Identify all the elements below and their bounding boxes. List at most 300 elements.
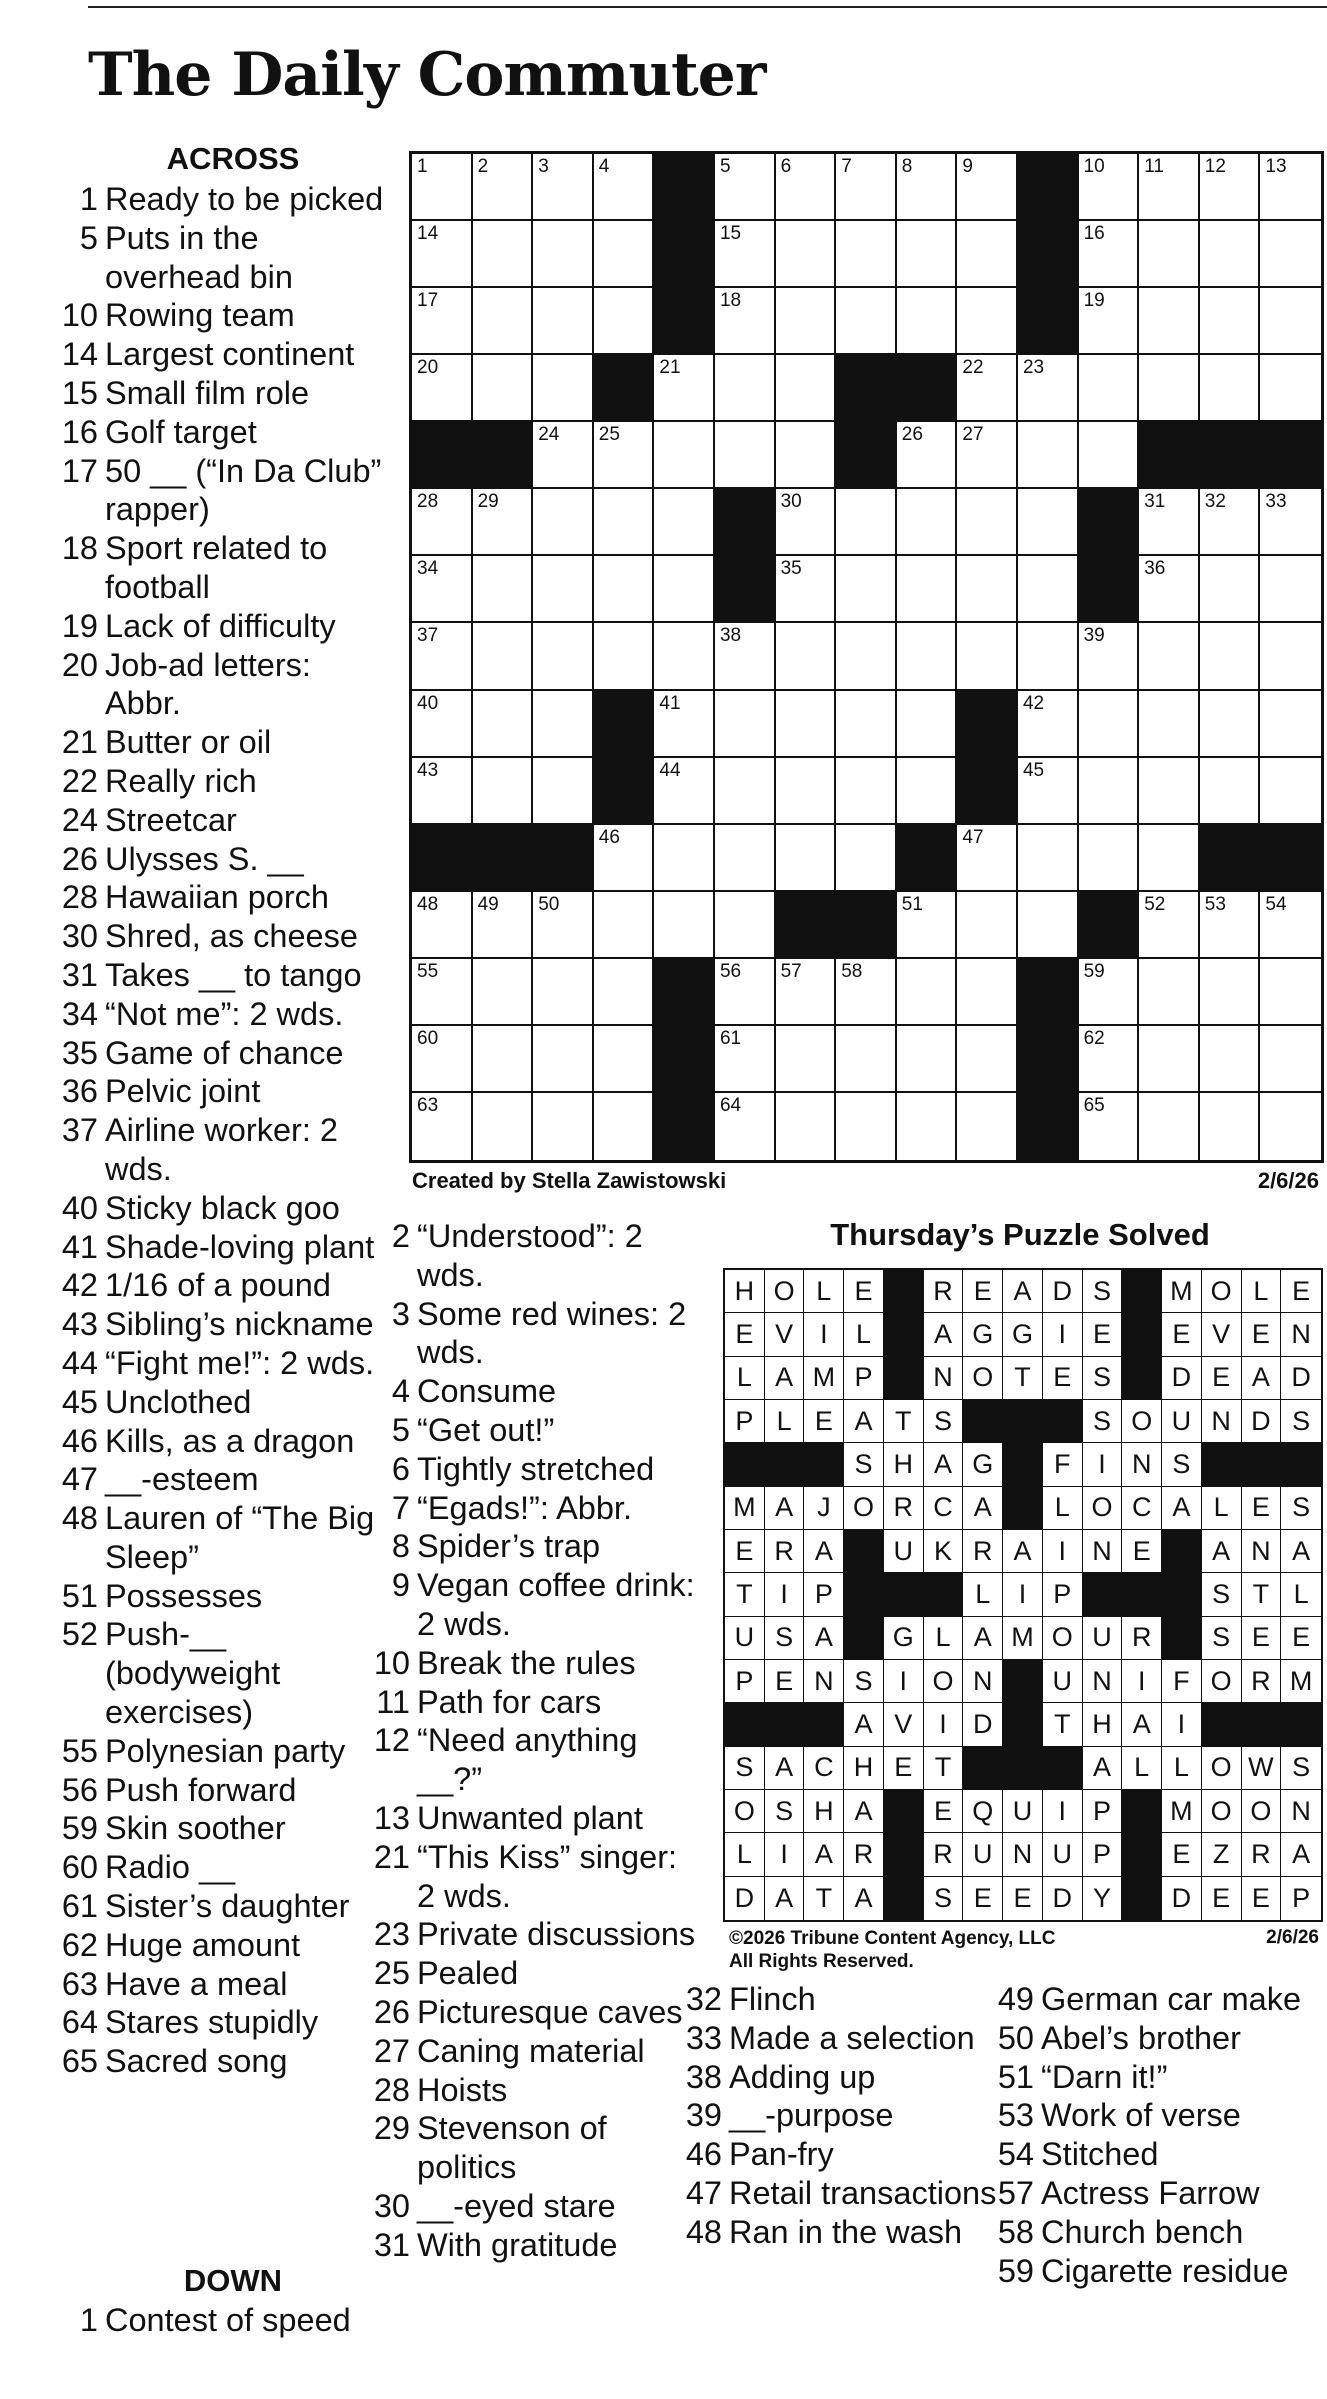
grid-cell[interactable] [1200, 1026, 1261, 1093]
grid-cell[interactable] [594, 221, 655, 288]
grid-cell[interactable] [1018, 623, 1079, 690]
solution-letter: A [924, 1313, 964, 1356]
clue-text: Abel’s brother [1041, 2019, 1241, 2056]
grid-cell[interactable] [715, 1093, 776, 1160]
grid-cell[interactable] [715, 1026, 776, 1093]
grid-cell[interactable] [1079, 758, 1140, 825]
solution-letter: O [844, 1487, 884, 1530]
grid-cell[interactable] [897, 489, 958, 556]
solution-letter: R [924, 1270, 964, 1313]
grid-cell[interactable] [1139, 623, 1200, 690]
black-square [1079, 556, 1140, 623]
grid-cell[interactable] [654, 422, 715, 489]
grid-cell[interactable] [412, 355, 473, 422]
grid-cell[interactable] [533, 1093, 594, 1160]
grid-cell[interactable] [1139, 892, 1200, 959]
grid-cell[interactable] [897, 1026, 958, 1093]
solution-letter: C [1122, 1487, 1162, 1530]
grid-cell[interactable] [836, 959, 897, 1026]
grid-cell[interactable] [957, 1026, 1018, 1093]
solution-black-square [963, 1400, 1003, 1443]
solution-letter: N [1281, 1790, 1321, 1833]
grid-cell[interactable] [412, 959, 473, 1026]
grid-cell[interactable] [1139, 825, 1200, 892]
clue-text: Retail transactions [729, 2174, 997, 2211]
grid-cell[interactable] [1079, 825, 1140, 892]
grid-cell[interactable] [1260, 623, 1321, 690]
grid-cell[interactable] [715, 892, 776, 959]
solution-letter: L [765, 1400, 805, 1443]
grid-cell[interactable] [836, 556, 897, 623]
solution-letter: V [884, 1703, 924, 1746]
grid-cell[interactable] [1079, 154, 1140, 221]
grid-cell[interactable] [897, 288, 958, 355]
solution-letter: O [1202, 1270, 1242, 1313]
grid-cell[interactable] [1139, 154, 1200, 221]
grid-cell[interactable] [1139, 1026, 1200, 1093]
clue-item [56, 529, 386, 607]
grid-cell[interactable] [776, 221, 837, 288]
solution-letter: N [924, 1357, 964, 1400]
grid-cell[interactable] [1260, 355, 1321, 422]
solution-black-square [725, 1703, 765, 1746]
solution-black-square [1122, 1573, 1162, 1616]
grid-cell[interactable] [897, 1093, 958, 1160]
cell-number: 13 [1265, 156, 1287, 177]
grid-cell[interactable] [1200, 691, 1261, 758]
grid-cell[interactable] [594, 556, 655, 623]
grid-cell[interactable] [473, 154, 534, 221]
grid-cell[interactable] [533, 154, 594, 221]
grid-cell[interactable] [654, 825, 715, 892]
cell-number: 41 [659, 692, 681, 714]
clue-item [680, 2058, 1005, 2097]
grid-cell[interactable] [715, 623, 776, 690]
grid-cell[interactable] [1139, 959, 1200, 1026]
solution-letter: D [1281, 1357, 1321, 1400]
grid-cell[interactable] [957, 489, 1018, 556]
grid-cell[interactable] [957, 556, 1018, 623]
down-clue-list-1 [56, 2301, 386, 2340]
grid-cell[interactable] [1200, 556, 1261, 623]
grid-cell[interactable] [776, 691, 837, 758]
solution-letter: D [1043, 1877, 1083, 1920]
grid-cell[interactable] [715, 288, 776, 355]
grid-cell[interactable] [412, 154, 473, 221]
clue-text: Path for cars [417, 1683, 602, 1720]
crossword-grid[interactable] [409, 151, 1324, 1163]
grid-cell[interactable] [1139, 556, 1200, 623]
clue-item [368, 1372, 698, 1411]
grid-cell[interactable] [776, 288, 837, 355]
grid-cell[interactable] [1260, 154, 1321, 221]
grid-cell[interactable] [594, 1026, 655, 1093]
clue-text: Pan-fry [729, 2136, 834, 2173]
grid-cell[interactable] [776, 623, 837, 690]
grid-cell[interactable] [533, 691, 594, 758]
grid-cell[interactable] [1018, 355, 1079, 422]
grid-cell[interactable] [1079, 1093, 1140, 1160]
solution-black-square [765, 1703, 805, 1746]
grid-cell[interactable] [715, 959, 776, 1026]
grid-cell[interactable] [715, 221, 776, 288]
grid-cell[interactable] [836, 489, 897, 556]
solution-letter: L [1162, 1747, 1202, 1790]
clue-number: 52 [61, 1616, 98, 1653]
grid-cell[interactable] [1018, 556, 1079, 623]
grid-cell[interactable] [1200, 154, 1261, 221]
grid-cell[interactable] [957, 1093, 1018, 1160]
grid-cell[interactable] [957, 959, 1018, 1026]
clue-item [56, 1848, 386, 1887]
grid-cell[interactable] [776, 489, 837, 556]
grid-cell[interactable] [1079, 959, 1140, 1026]
clue-text: Push-__ (bodyweight exercises) [105, 1616, 281, 1731]
grid-cell[interactable] [533, 959, 594, 1026]
grid-cell[interactable] [533, 489, 594, 556]
grid-cell[interactable] [473, 758, 534, 825]
clue-text: Lack of difficulty [105, 607, 336, 644]
grid-cell[interactable] [533, 556, 594, 623]
grid-cell[interactable] [1200, 623, 1261, 690]
grid-cell[interactable] [654, 691, 715, 758]
cell-number: 39 [1083, 625, 1105, 647]
grid-cell[interactable] [412, 691, 473, 758]
clue-number: 59 [61, 1810, 98, 1847]
grid-cell[interactable] [776, 825, 837, 892]
rights-line: All Rights Reserved. [729, 1951, 914, 1972]
clue-number: 48 [685, 2213, 722, 2250]
grid-cell[interactable] [1018, 825, 1079, 892]
grid-cell[interactable] [957, 221, 1018, 288]
grid-cell[interactable] [1079, 1026, 1140, 1093]
clue-item [56, 646, 386, 724]
down-clue-list-3 [680, 1980, 1005, 2252]
grid-cell[interactable] [957, 623, 1018, 690]
clue-text: Huge amount [105, 1926, 301, 1963]
grid-cell[interactable] [1079, 355, 1140, 422]
grid-cell[interactable] [1200, 959, 1261, 1026]
grid-cell[interactable] [1200, 355, 1261, 422]
grid-cell[interactable] [654, 489, 715, 556]
clue-text: Kills, as a dragon [105, 1422, 355, 1459]
black-square [594, 758, 655, 825]
solution-letter: S [1083, 1357, 1123, 1400]
grid-cell[interactable] [715, 154, 776, 221]
grid-cell[interactable] [897, 154, 958, 221]
clue-item [56, 840, 386, 879]
grid-cell[interactable] [1260, 221, 1321, 288]
solution-letter: S [1281, 1400, 1321, 1443]
solution-letter: U [1003, 1790, 1043, 1833]
grid-cell[interactable] [412, 1093, 473, 1160]
solution-letter: L [1281, 1573, 1321, 1616]
grid-cell[interactable] [1079, 691, 1140, 758]
clue-number: 64 [61, 2004, 98, 2041]
grid-cell[interactable] [715, 691, 776, 758]
clue-number: 61 [61, 1888, 98, 1925]
grid-cell[interactable] [473, 288, 534, 355]
grid-cell[interactable] [1079, 623, 1140, 690]
grid-cell[interactable] [654, 623, 715, 690]
clue-item [368, 1566, 698, 1644]
grid-cell[interactable] [836, 825, 897, 892]
grid-cell[interactable] [654, 556, 715, 623]
grid-cell[interactable] [533, 422, 594, 489]
grid-cell[interactable] [594, 1093, 655, 1160]
grid-cell[interactable] [1018, 489, 1079, 556]
clue-number: 21 [61, 724, 98, 761]
grid-cell[interactable] [1260, 691, 1321, 758]
grid-cell[interactable] [654, 355, 715, 422]
grid-cell[interactable] [1018, 691, 1079, 758]
solution-letter: N [1003, 1833, 1043, 1876]
grid-cell[interactable] [1200, 288, 1261, 355]
cell-number: 19 [1083, 290, 1105, 312]
grid-cell[interactable] [957, 288, 1018, 355]
grid-cell[interactable] [1018, 422, 1079, 489]
grid-cell[interactable] [533, 288, 594, 355]
grid-cell[interactable] [776, 959, 837, 1026]
cell-number: 17 [417, 290, 439, 312]
grid-cell[interactable] [594, 959, 655, 1026]
clue-text: German car make [1041, 1981, 1302, 2017]
grid-cell[interactable] [533, 758, 594, 825]
grid-cell[interactable] [1079, 221, 1140, 288]
clue-text: Small film role [105, 374, 310, 411]
solution-letter: A [804, 1530, 844, 1573]
grid-cell[interactable] [473, 221, 534, 288]
clue-item [56, 1965, 386, 2004]
grid-cell[interactable] [957, 422, 1018, 489]
grid-cell[interactable] [473, 623, 534, 690]
cell-number: 43 [417, 759, 439, 781]
grid-cell[interactable] [533, 221, 594, 288]
clue-number: 35 [61, 1034, 98, 1071]
clue-number: 23 [373, 1916, 410, 1953]
solution-letter: M [1162, 1270, 1202, 1313]
solution-letter: A [765, 1877, 805, 1920]
grid-cell[interactable] [776, 556, 837, 623]
grid-cell[interactable] [1260, 1026, 1321, 1093]
clue-text: Radio __ [105, 1849, 236, 1886]
grid-cell[interactable] [412, 623, 473, 690]
grid-cell[interactable] [594, 422, 655, 489]
clue-item [56, 1383, 386, 1422]
clue-item [56, 878, 386, 917]
clue-text: Puts in the overhead bin [105, 219, 293, 295]
grid-cell[interactable] [473, 1026, 534, 1093]
grid-cell[interactable] [776, 154, 837, 221]
solution-letter: P [725, 1660, 765, 1703]
solution-letter: G [884, 1617, 924, 1660]
solution-letter: E [1242, 1617, 1282, 1660]
grid-cell[interactable] [594, 825, 655, 892]
copyright-line: ©2026 Tribune Content Agency, LLC [729, 1928, 1056, 1949]
solution-letter: L [1122, 1747, 1162, 1790]
grid-cell[interactable] [1139, 691, 1200, 758]
grid-cell[interactable] [836, 758, 897, 825]
grid-cell[interactable] [1260, 489, 1321, 556]
clue-number: 10 [373, 1644, 410, 1681]
grid-cell[interactable] [533, 355, 594, 422]
solution-black-square [1083, 1573, 1123, 1616]
grid-cell[interactable] [897, 556, 958, 623]
grid-cell[interactable] [473, 691, 534, 758]
clue-item [680, 2096, 1005, 2135]
grid-cell[interactable] [776, 355, 837, 422]
grid-cell[interactable] [594, 154, 655, 221]
clue-item [56, 2042, 386, 2081]
grid-cell[interactable] [776, 758, 837, 825]
grid-cell[interactable] [836, 221, 897, 288]
grid-cell[interactable] [412, 489, 473, 556]
grid-cell[interactable] [1139, 1093, 1200, 1160]
grid-cell[interactable] [1260, 288, 1321, 355]
grid-cell[interactable] [897, 959, 958, 1026]
grid-cell[interactable] [1139, 288, 1200, 355]
grid-cell[interactable] [473, 556, 534, 623]
grid-cell[interactable] [412, 892, 473, 959]
grid-cell[interactable] [1260, 1093, 1321, 1160]
clue-number: 31 [61, 956, 98, 993]
cell-number: 51 [901, 893, 923, 915]
solution-black-square [1122, 1790, 1162, 1833]
grid-cell[interactable] [715, 422, 776, 489]
grid-cell[interactable] [897, 758, 958, 825]
solution-black-square [884, 1790, 924, 1833]
solution-letter: P [1043, 1573, 1083, 1616]
grid-cell[interactable] [473, 489, 534, 556]
grid-cell[interactable] [715, 758, 776, 825]
solution-letter: S [725, 1747, 765, 1790]
clue-number: 13 [373, 1799, 410, 1836]
grid-cell[interactable] [412, 221, 473, 288]
cell-number: 6 [780, 156, 792, 177]
clue-number: 47 [685, 2174, 722, 2211]
grid-cell[interactable] [836, 154, 897, 221]
grid-cell[interactable] [412, 1026, 473, 1093]
grid-cell[interactable] [836, 691, 897, 758]
grid-cell[interactable] [473, 355, 534, 422]
grid-cell[interactable] [1260, 959, 1321, 1026]
clue-item [56, 1228, 386, 1267]
grid-cell[interactable] [897, 422, 958, 489]
cell-number: 57 [780, 960, 802, 982]
clue-number: 30 [61, 918, 98, 955]
grid-cell[interactable] [1079, 422, 1140, 489]
grid-cell[interactable] [412, 758, 473, 825]
grid-cell[interactable] [412, 556, 473, 623]
cell-number: 35 [780, 558, 802, 580]
black-square [654, 221, 715, 288]
clue-text: Vegan coffee drink: 2 wds. [417, 1567, 695, 1642]
clue-text: “Fight me!”: 2 wds. [105, 1344, 375, 1381]
solution-black-square [1162, 1617, 1202, 1660]
grid-cell[interactable] [594, 288, 655, 355]
solution-letter: A [844, 1400, 884, 1443]
grid-cell[interactable] [836, 288, 897, 355]
grid-cell[interactable] [473, 892, 534, 959]
grid-cell[interactable] [1079, 288, 1140, 355]
grid-cell[interactable] [897, 623, 958, 690]
grid-cell[interactable] [836, 623, 897, 690]
clue-text: “Get out!” [417, 1411, 555, 1448]
clue-item [56, 995, 386, 1034]
grid-cell[interactable] [715, 355, 776, 422]
grid-cell[interactable] [1139, 221, 1200, 288]
grid-cell[interactable] [776, 422, 837, 489]
black-square [1200, 422, 1261, 489]
solution-letter: M [725, 1487, 765, 1530]
grid-cell[interactable] [1200, 489, 1261, 556]
grid-cell[interactable] [776, 1026, 837, 1093]
grid-cell[interactable] [1200, 1093, 1261, 1160]
grid-cell[interactable] [533, 892, 594, 959]
grid-cell[interactable] [594, 489, 655, 556]
grid-cell[interactable] [957, 355, 1018, 422]
solution-black-square [804, 1703, 844, 1746]
grid-cell[interactable] [897, 892, 958, 959]
grid-cell[interactable] [654, 758, 715, 825]
grid-cell[interactable] [897, 691, 958, 758]
grid-cell[interactable] [473, 959, 534, 1026]
clue-item [368, 1993, 698, 2032]
grid-cell[interactable] [1018, 758, 1079, 825]
grid-cell[interactable] [836, 1026, 897, 1093]
solution-letter: E [1242, 1877, 1282, 1920]
grid-cell[interactable] [836, 1093, 897, 1160]
solution-letter: S [765, 1790, 805, 1833]
clue-item [56, 801, 386, 840]
solution-letter: E [1242, 1487, 1282, 1530]
grid-cell[interactable] [412, 288, 473, 355]
clue-number: 15 [61, 374, 98, 411]
grid-cell[interactable] [533, 623, 594, 690]
grid-cell[interactable] [1200, 758, 1261, 825]
grid-cell[interactable] [594, 892, 655, 959]
grid-cell[interactable] [1139, 758, 1200, 825]
grid-cell[interactable] [897, 221, 958, 288]
solution-letter: A [765, 1487, 805, 1530]
grid-cell[interactable] [957, 892, 1018, 959]
grid-cell[interactable] [1200, 892, 1261, 959]
grid-cell[interactable] [473, 1093, 534, 1160]
solution-heading: Thursday’s Puzzle Solved [830, 1217, 1210, 1252]
black-square [654, 1026, 715, 1093]
grid-cell[interactable] [776, 1093, 837, 1160]
grid-cell[interactable] [654, 892, 715, 959]
grid-cell[interactable] [1139, 355, 1200, 422]
clue-item [992, 2135, 1327, 2174]
clue-item [368, 1411, 698, 1450]
grid-cell[interactable] [1139, 489, 1200, 556]
clue-item [56, 296, 386, 335]
grid-cell[interactable] [594, 623, 655, 690]
down-clue-list-4 [992, 1980, 1327, 2290]
grid-cell[interactable] [715, 825, 776, 892]
grid-cell[interactable] [1260, 758, 1321, 825]
cell-number: 65 [1083, 1094, 1105, 1116]
solution-black-square [884, 1357, 924, 1400]
grid-cell[interactable] [1260, 556, 1321, 623]
grid-cell[interactable] [957, 825, 1018, 892]
grid-cell[interactable] [1018, 892, 1079, 959]
grid-cell[interactable] [1200, 221, 1261, 288]
grid-cell[interactable] [1260, 892, 1321, 959]
grid-cell[interactable] [533, 1026, 594, 1093]
grid-cell[interactable] [957, 154, 1018, 221]
